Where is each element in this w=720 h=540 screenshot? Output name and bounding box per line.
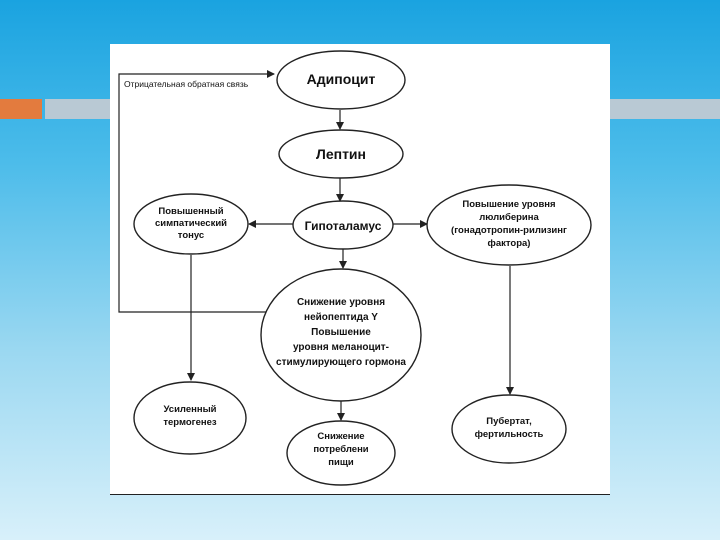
node-luliberin-label-line: люлиберина (479, 212, 539, 223)
node-luliberin-label-line: фактора) (487, 238, 531, 249)
node-hypothalamus-label (305, 219, 382, 233)
node-food-intake-label-line: потреблени (313, 444, 369, 455)
node-sympathetic-label-line: Повышенный (158, 206, 224, 217)
node-food-intake-label-line: пищи (328, 457, 354, 468)
node-puberty-label-line: фертильность (474, 429, 544, 440)
accent-bar-orange (0, 99, 42, 119)
feedback-label: Отрицательная обратная связь (124, 79, 249, 89)
diagram-panel (110, 44, 610, 495)
node-hypothalamus-label-line: Гипоталамус (304, 219, 382, 233)
node-adipocyte-label (307, 71, 376, 87)
node-thermogenesis-label-line: термогенез (163, 417, 217, 428)
node-npy-label-line: уровня меланоцит- (293, 342, 389, 353)
node-adipocyte-label-line: Адипоцит (306, 71, 376, 87)
node-leptin-label (316, 146, 366, 162)
node-npy-label-line: стимулирующего гормона (276, 357, 406, 368)
node-npy-label-line: Повышение (311, 327, 371, 338)
node-leptin-label-line: Лептин (316, 146, 366, 162)
node-npy-label-line: Снижение уровня (296, 297, 386, 308)
node-sympathetic-label-line: симпатический (154, 218, 228, 229)
node-sympathetic-label-line: тонус (177, 230, 205, 241)
node-thermogenesis-label-line: Усиленный (163, 404, 217, 415)
node-food-intake-label-line: Снижение (317, 431, 365, 442)
node-npy-label-line: нейопептида Y (304, 312, 378, 323)
node-puberty-label-line: Пубертат, (486, 416, 532, 427)
feedback-loop (119, 74, 282, 312)
accent-bar-right (609, 99, 720, 119)
accent-bar-left (45, 99, 110, 119)
node-luliberin-label-line: (гонадотропин-рилизинг (451, 225, 567, 236)
node-luliberin-label-line: Повышение уровня (462, 199, 556, 210)
leptin-diagram (110, 44, 610, 494)
